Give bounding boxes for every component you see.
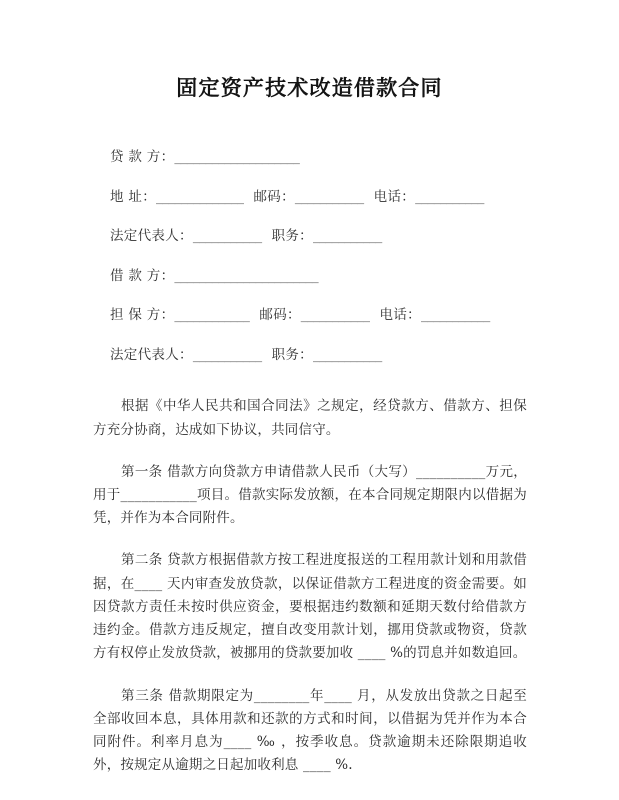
lender-address-blank[interactable]: ______________ — [156, 188, 244, 205]
guarantor-blank[interactable]: ____________ — [174, 307, 250, 324]
guarantor-legal-rep-label: 法定代表人： — [110, 346, 193, 363]
lender-position-label: 职务： — [271, 228, 313, 245]
lender-label: 贷 款 方： — [110, 149, 175, 165]
lender-legal-rep-row — [110, 227, 533, 247]
lender-postcode-blank[interactable]: ___________ — [294, 188, 364, 205]
borrower-label: 借 款 方： — [110, 267, 175, 284]
lender-legal-rep-blank[interactable]: ___________ — [192, 228, 262, 245]
lender-legal-rep-label: 法定代表人： — [110, 228, 193, 245]
preamble-paragraph: 根据《中华人民共和国合同法》之规定，经贷款方、借款方、担保方充分协商，达成如下协议，共同信守。 — [93, 398, 527, 438]
guarantor-legal-rep-row — [110, 346, 533, 366]
lender-phone-blank[interactable]: ___________ — [415, 188, 484, 205]
guarantor-position-blank[interactable]: ___________ — [312, 346, 382, 363]
guarantor-postcode-blank[interactable]: ___________ — [300, 307, 370, 324]
lender-blank[interactable]: ____________________ — [174, 149, 300, 165]
contract-body — [0, 395, 619, 777]
guarantor-row — [110, 306, 533, 326]
page-title: 固定资产技术改造借款合同 — [176, 76, 443, 100]
lender-phone-label: 电话： — [373, 188, 416, 205]
borrower-blank[interactable]: _______________________ — [174, 267, 319, 284]
article-3-paragraph: 第三条 借款期限定为________年____ 月，从发放出贷款之日起至全部收回本息，具体用款和还款的方式和时间，以借据为凭并作为本合同附件。利率月息为____ ‰ ，按季收息。贷款逾期未还除限期追收外，按规定从逾期之日起加收利息 ____ %. — [93, 687, 527, 774]
party-information-block — [0, 148, 619, 365]
guarantor-legal-rep-blank[interactable]: ___________ — [192, 346, 262, 363]
lender-postcode-label: 邮码： — [253, 188, 295, 205]
borrower-row — [110, 267, 533, 287]
guarantor-postcode-label: 邮码： — [259, 307, 301, 324]
article-1-paragraph: 第一条 借款方向贷款方申请借款人民币（大写）__________万元，用于___________项目。借款实际发放额，在本合同规定期限内以借据为凭，并作为本合同附件。 — [93, 463, 527, 527]
guarantor-phone-blank[interactable]: ___________ — [420, 307, 490, 324]
guarantor-phone-label: 电话： — [379, 307, 421, 324]
guarantor-label: 担 保 方： — [110, 307, 175, 324]
lender-position-blank[interactable]: ___________ — [312, 228, 382, 245]
lender-address-label: 地 址： — [110, 188, 156, 205]
article-2-paragraph: 第二条 贷款方根据借款方按工程进度报送的工程用款计划和用款借据，在____ 天内审查发放贷款，以保证借款方工程进度的资金需要。如因贷款方责任未按时供应资金，要根据违约数额和延期天数付给借款方违约金。借款方违反规定，擅自改变用款计划，挪用贷款或物资，贷款方有权停止发放贷款，被挪用的贷款要加收 ____ %的罚息并如数追回。 — [93, 552, 527, 662]
lender-address-row — [110, 188, 533, 208]
lender-row — [110, 148, 533, 168]
guarantor-position-label: 职务： — [271, 346, 313, 363]
